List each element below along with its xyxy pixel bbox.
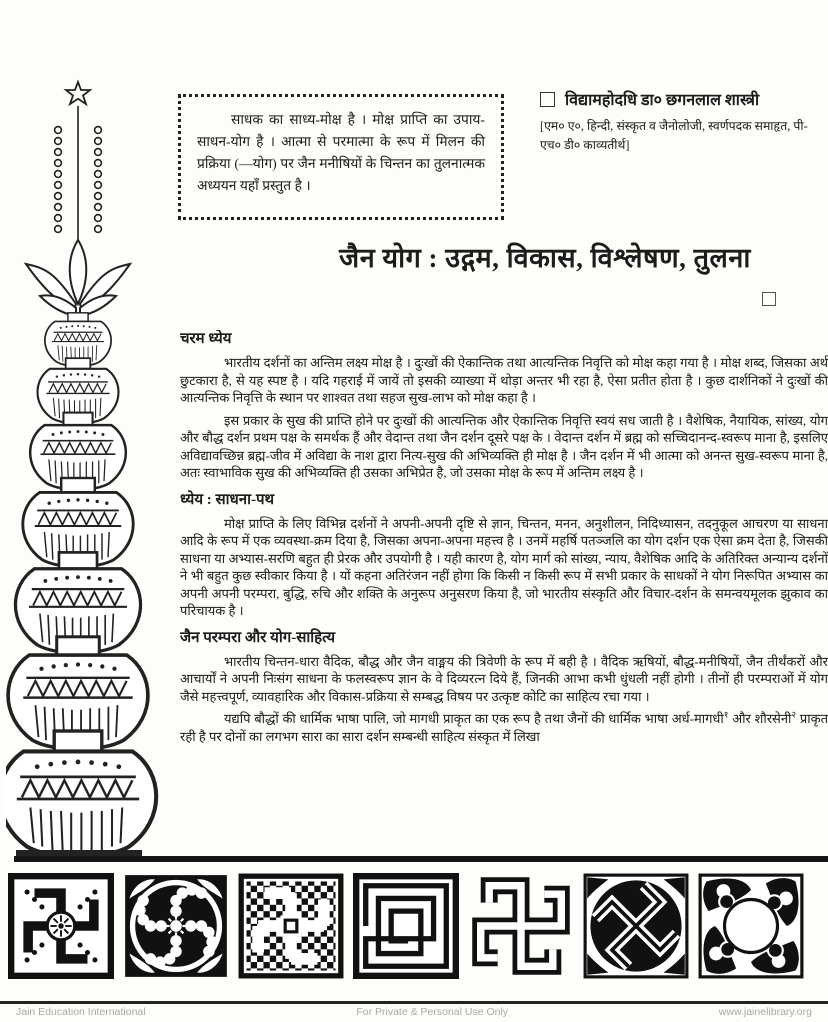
star-icon	[66, 82, 90, 104]
section-heading: जैन परम्परा और योग-साहित्य	[180, 629, 336, 646]
footnote-marker-1: १	[723, 709, 729, 720]
article-body	[180, 330, 828, 858]
section-heading: ध्येय : साधना-पथ	[180, 491, 275, 508]
paragraph: मोक्ष प्राप्ति के लिए विभिन्न दर्शनों ने अपनी-अपनी दृष्टि से ज्ञान, चिन्तन, मनन, अनुशीलन, निदिध्यासन, तदनुकूल आचरण या साधना आदि के रूप में एक व्यवस्था-क्रम दिया है, जिसका अपना-अपना महत्त्व है । उनमें महर्षि पतञ्जलि का योग दर्शन एक ऐसा क्रम देता है, जिसकी साधना या अभ्यास-सरणि बहुत ही प्रेरक और उपयोगी है । यही कारण है, योग मार्ग को सांख्य, न्याय, वैशेषिक आदि के अतिरिक्त अन्यान्य दर्शनों ने भी बहुत कुछ स्वीकार किया है । यों कहना अतिरंजन नहीं होगा कि किसी न किसी रूप में सभी प्रकार के साधकों ने योग निरूपित अभ्यास का अपनी अपनी परम्परा, बुद्धि, रुचि और शक्ति के अनुरूप अनुसरण किया है, जो भारतीय संस्कृति और विचार-दर्शन के समन्वयमूलक झुकाव का परिचायक है ।	[180, 515, 828, 618]
author-credentials: [एम० ए०, हिन्दी, संस्कृत व जैनोलोजी, स्वर्णपदक समाहृत, पी-एच० डी० काव्यतीर्थ]	[540, 119, 808, 152]
left-ornament-column	[6, 78, 166, 860]
dot-circle-swastika-tile	[123, 870, 229, 982]
paragraph: भारतीय दर्शनों का अन्तिम लक्ष्य मोक्ष है । दुःखों की ऐकान्तिक तथा आत्यन्तिक निवृत्ति को मोक्ष कहा गया है । मोक्ष शब्द, जिसका अर्थ छुटकारा है, से यह स्पष्ट है । यदि गहराई में जायें तो इसकी व्याख्या में थोड़ा अन्तर भी रहा है, ऐसा प्रतीत होता है । कुछ दार्शनिकों ने दुःखों की आत्यन्तिक निवृत्ति के स्थान पर शाश्वत तथा सहज सुख-लाभ को मोक्ष कहा है ।	[180, 355, 828, 405]
paragraph: इस प्रकार के सुख की प्राप्ति होने पर दुःखों की आत्यन्तिक और ऐकान्तिक निवृत्ति स्वयं सध जाती है । वैशेषिक, नैयायिक, सांख्य, योग और बौद्ध दर्शन प्रथम पक्ष के समर्थक हैं और वेदान्त तथा जैन दर्शन दूसरे पक्ष के । वेदान्त दर्शन में ब्रह्म को सच्चिदानन्द-स्वरूप माना है, इसलिए अविद्यावच्छिन्न ब्रह्म-जीव में अविद्या के नाश द्वारा नित्य-सुख की अभिव्यक्ति ही मोक्ष है । जैन दर्शन में भी आत्मा को अनन्त सुख-स्वरूप माना है, अतः स्वाभाविक सुख की अभिव्यक्ति ही उसका अभिप्रेत है, जो उसका मोक्ष के रूप में अन्तिम लक्ष्य है ।	[180, 412, 828, 480]
outline-swastika-tile	[468, 870, 574, 982]
square-bullet-icon	[540, 92, 555, 107]
intro-box-text: साधक का साध्य-मोक्ष है । मोक्ष प्राप्ति का उपाय-साधन-योग है । आत्मा से परमात्मा के रूप में मिलन की प्रक्रिया (—योग) पर जैन मनीषियों के चिन्तन का तुलनात्मक अध्ययन यहाँ प्रस्तुत है ।	[197, 112, 485, 193]
checker-swastika-tile	[238, 870, 344, 982]
footer-rule	[0, 1001, 828, 1004]
bead-chain-left-icon	[55, 127, 62, 233]
author-name: विद्यामहोदधि डा० छगनलाल शास्त्री	[565, 92, 760, 109]
footer-left-text: Jain Education International	[16, 1006, 146, 1018]
band-top-rule	[14, 856, 828, 862]
footnote-text-b: और शौरसेनी	[728, 711, 792, 726]
black-circle-swastika-tile	[583, 870, 689, 982]
footer-center-text: For Private & Personal Use Only	[356, 1006, 509, 1018]
title-end-square-icon	[762, 292, 776, 306]
author-block	[540, 88, 828, 155]
footnote-text-c: प्राकृत रही है पर दोनों का लगभग सारा का सारा दर्शन सम्बन्धी साहित्य संस्कृत में लिखा	[180, 711, 828, 744]
paragraph-with-footnotes	[180, 710, 828, 745]
decorative-tile-band	[8, 870, 828, 986]
paragraph: भारतीय चिन्तन-धारा वैदिक, बौद्ध और जैन वाङ्मय की त्रिवेणी के रूप में बही है । वैदिक ऋषियों, बौद्ध-मनीषियों, जैन तीर्थंकरों और आचार्यों ने अपनी निःसंग साधना के फलस्वरूप ज्ञान के वे दिव्यरत्न दिये हैं, जिनकी आभा कभी धुंधली नहीं होगी । तीनों ही परम्पराओं में योग जैसे महत्त्वपूर्ण, व्यावहारिक और विकास-प्रक्रिया से सम्बद्ध विषय पर उत्कृष्ट कोटि का साहित्य रचा गया ।	[180, 653, 828, 704]
section-heading: चरम ध्येय	[180, 331, 232, 347]
footnote-marker-2: २	[791, 709, 797, 720]
leaf-swastika-tile	[8, 870, 114, 982]
floral-roundel-tile	[698, 870, 804, 982]
kalash-leaf-crown	[26, 240, 130, 316]
kalash-stack	[6, 313, 156, 857]
maze-meander-tile	[353, 870, 459, 982]
footer-right-text: www.jainelibrary.org	[718, 1006, 812, 1018]
page-title: जैन योग : उद्गम, विकास, विश्लेषण, तुलना	[339, 243, 751, 273]
footnote-text-a: यद्यपि बौद्धों की धार्मिक भाषा पालि, जो मागधी प्राकृत का एक रूप है तथा जैनों की धार्मिक भाषा अर्ध-मागधी	[224, 711, 724, 726]
bead-chain-right-icon	[95, 127, 102, 233]
footer	[0, 1006, 828, 1018]
intro-box	[178, 94, 504, 220]
